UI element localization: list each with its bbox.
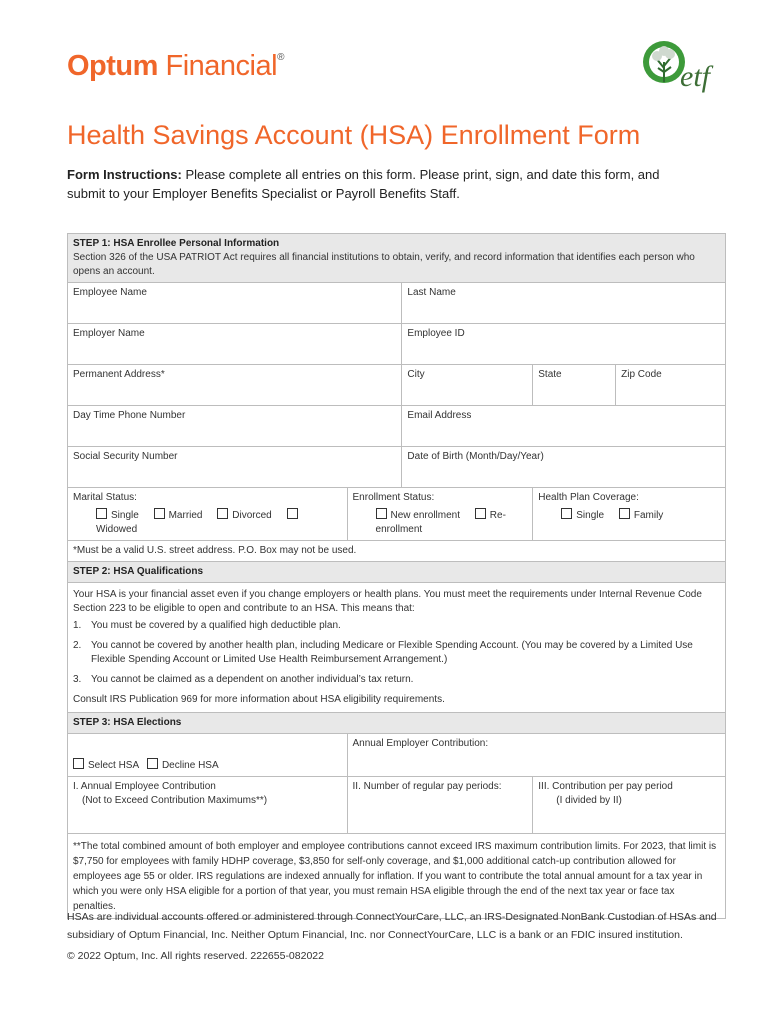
step2-body	[68, 583, 726, 713]
enrollment-status-group	[347, 488, 533, 541]
list-item: 1. You must be covered by a qualified high deductible plan.	[73, 620, 341, 631]
employee-name-field[interactable]: Employee Name	[68, 283, 402, 324]
checkbox-icon[interactable]	[619, 508, 630, 519]
logo-brand: Optum	[67, 50, 158, 82]
contribution-footnote: **The total combined amount of both employer and employee contributions cannot exceed IRS maximum contribution limits. For 2023, that limit is $7,750 for employees with family HDHP coverage, $3,850 for self-only coverage, and $1,000 additional catch-up contribution allowed for employees age 55 or older. IRS regulations are indexed annually for inflation. If you want to contribute the total annual amount for a tax year in which you were only HSA eligible for a portion of that year, you must remain HSA eligible through the end of the next tax year or face tax penalties.	[68, 834, 726, 919]
marital-status-label: Marital Status:	[73, 492, 137, 503]
qualification-list	[73, 619, 720, 687]
instructions-label: Form Instructions:	[67, 167, 182, 182]
per-period-label: III. Contribution per pay period	[538, 781, 673, 792]
enrollment-form-table	[67, 233, 726, 919]
address-field[interactable]: Permanent Address*	[68, 365, 402, 406]
address-footnote: *Must be a valid U.S. street address. P.O. Box may not be used.	[68, 541, 726, 562]
email-field[interactable]: Email Address	[402, 406, 726, 447]
registered-mark: ®	[277, 52, 284, 63]
list-item: 3. You cannot be claimed as a dependent on another individual’s tax return.	[73, 674, 414, 685]
step1-section	[68, 234, 726, 283]
marital-divorced-option[interactable]: Divorced	[217, 510, 277, 521]
instructions-text: Please complete all entries on this form. Please print, sign, and date this form, and submit to your Employer Benefits Specialist or Payroll Benefits Staff.	[67, 167, 660, 201]
etf-tree-logo-icon	[634, 38, 729, 98]
logo-suffix: Financial	[165, 50, 278, 82]
employer-name-field[interactable]: Employer Name	[68, 324, 402, 365]
last-name-field[interactable]: Last Name	[402, 283, 726, 324]
per-period-sublabel: (I divided by II)	[556, 795, 622, 806]
etf-logo-text: etf	[680, 60, 710, 93]
footer-disclaimer: HSAs are individual accounts offered or administered through ConnectYourCare, LLC, an IRS-Designated NonBank Custodian of HSAs and subsidiary of Optum Financial, Inc. Neither Optum Financial, Inc. nor ConnectYourCare, LLC is a bank or an FDIC insured institution.	[67, 911, 717, 941]
list-item: 2. You cannot be covered by another health plan, including Medicare or Flexible Spending Account. (You may be covered by a Limited Use Flexible Spending Account or Limited Use Health Reimbursement Arrangement.)	[73, 640, 693, 665]
checkbox-icon[interactable]	[217, 508, 228, 519]
enrollment-status-label: Enrollment Status:	[352, 492, 435, 503]
decline-hsa-option[interactable]: Decline HSA	[147, 760, 219, 771]
marital-single-option[interactable]: Single	[96, 510, 145, 521]
checkbox-icon[interactable]	[561, 508, 572, 519]
checkbox-icon[interactable]	[147, 758, 158, 769]
form-title: Health Savings Account (HSA) Enrollment Form	[67, 120, 641, 150]
zip-field[interactable]: Zip Code	[616, 365, 726, 406]
step1-note: Section 326 of the USA PATRIOT Act requires all financial institutions to obtain, verify, and record information that identifies each person who opens an account.	[73, 252, 695, 277]
marital-widowed-option[interactable]: Widowed	[96, 510, 302, 535]
state-field[interactable]: State	[533, 365, 616, 406]
enrollment-new-option[interactable]: New enrollment	[376, 510, 466, 521]
select-hsa-option[interactable]: Select HSA	[73, 760, 139, 771]
step2-intro: Your HSA is your financial asset even if you change employers or health plans. You must meet the requirements under Internal Revenue Code Section 223 to be eligible to open and contribute to an HSA. This means that:	[73, 589, 702, 614]
checkbox-icon[interactable]	[475, 508, 486, 519]
step2-consult: Consult IRS Publication 969 for more information about HSA eligibility requirements.	[73, 694, 445, 705]
checkbox-icon[interactable]	[96, 508, 107, 519]
employee-id-field[interactable]: Employee ID	[402, 324, 726, 365]
checkbox-icon[interactable]	[154, 508, 165, 519]
annual-employee-contribution-field[interactable]	[68, 777, 348, 834]
hsa-election-group	[68, 734, 348, 777]
pay-periods-field[interactable]: II. Number of regular pay periods:	[347, 777, 533, 834]
marital-married-option[interactable]: Married	[154, 510, 209, 521]
annual-employee-label: I. Annual Employee Contribution	[73, 781, 216, 792]
form-instructions	[67, 165, 697, 203]
optum-financial-logo	[67, 50, 284, 83]
employer-contribution-field[interactable]: Annual Employer Contribution:	[347, 734, 725, 777]
checkbox-icon[interactable]	[287, 508, 298, 519]
per-period-field[interactable]	[533, 777, 726, 834]
dob-field[interactable]: Date of Birth (Month/Day/Year)	[402, 447, 726, 488]
marital-status-group	[68, 488, 348, 541]
step2-section	[68, 562, 726, 583]
annual-employee-sublabel: (Not to Exceed Contribution Maximums**)	[82, 795, 268, 806]
step2-heading: STEP 2: HSA Qualifications	[73, 566, 204, 577]
coverage-family-option[interactable]: Family	[619, 510, 669, 521]
phone-field[interactable]: Day Time Phone Number	[68, 406, 402, 447]
city-field[interactable]: City	[402, 365, 533, 406]
ssn-field[interactable]: Social Security Number	[68, 447, 402, 488]
checkbox-icon[interactable]	[376, 508, 387, 519]
step3-heading: STEP 3: HSA Elections	[73, 717, 182, 728]
footer-copyright: © 2022 Optum, Inc. All rights reserved. 222655-082022	[67, 950, 324, 962]
coverage-label: Health Plan Coverage:	[538, 492, 639, 503]
checkbox-icon[interactable]	[73, 758, 84, 769]
step3-section	[68, 713, 726, 734]
coverage-single-option[interactable]: Single	[561, 510, 610, 521]
step1-heading: STEP 1: HSA Enrollee Personal Information	[73, 238, 280, 249]
coverage-group	[533, 488, 726, 541]
enrollment-re-option[interactable]: Re-enrollment	[375, 510, 506, 535]
